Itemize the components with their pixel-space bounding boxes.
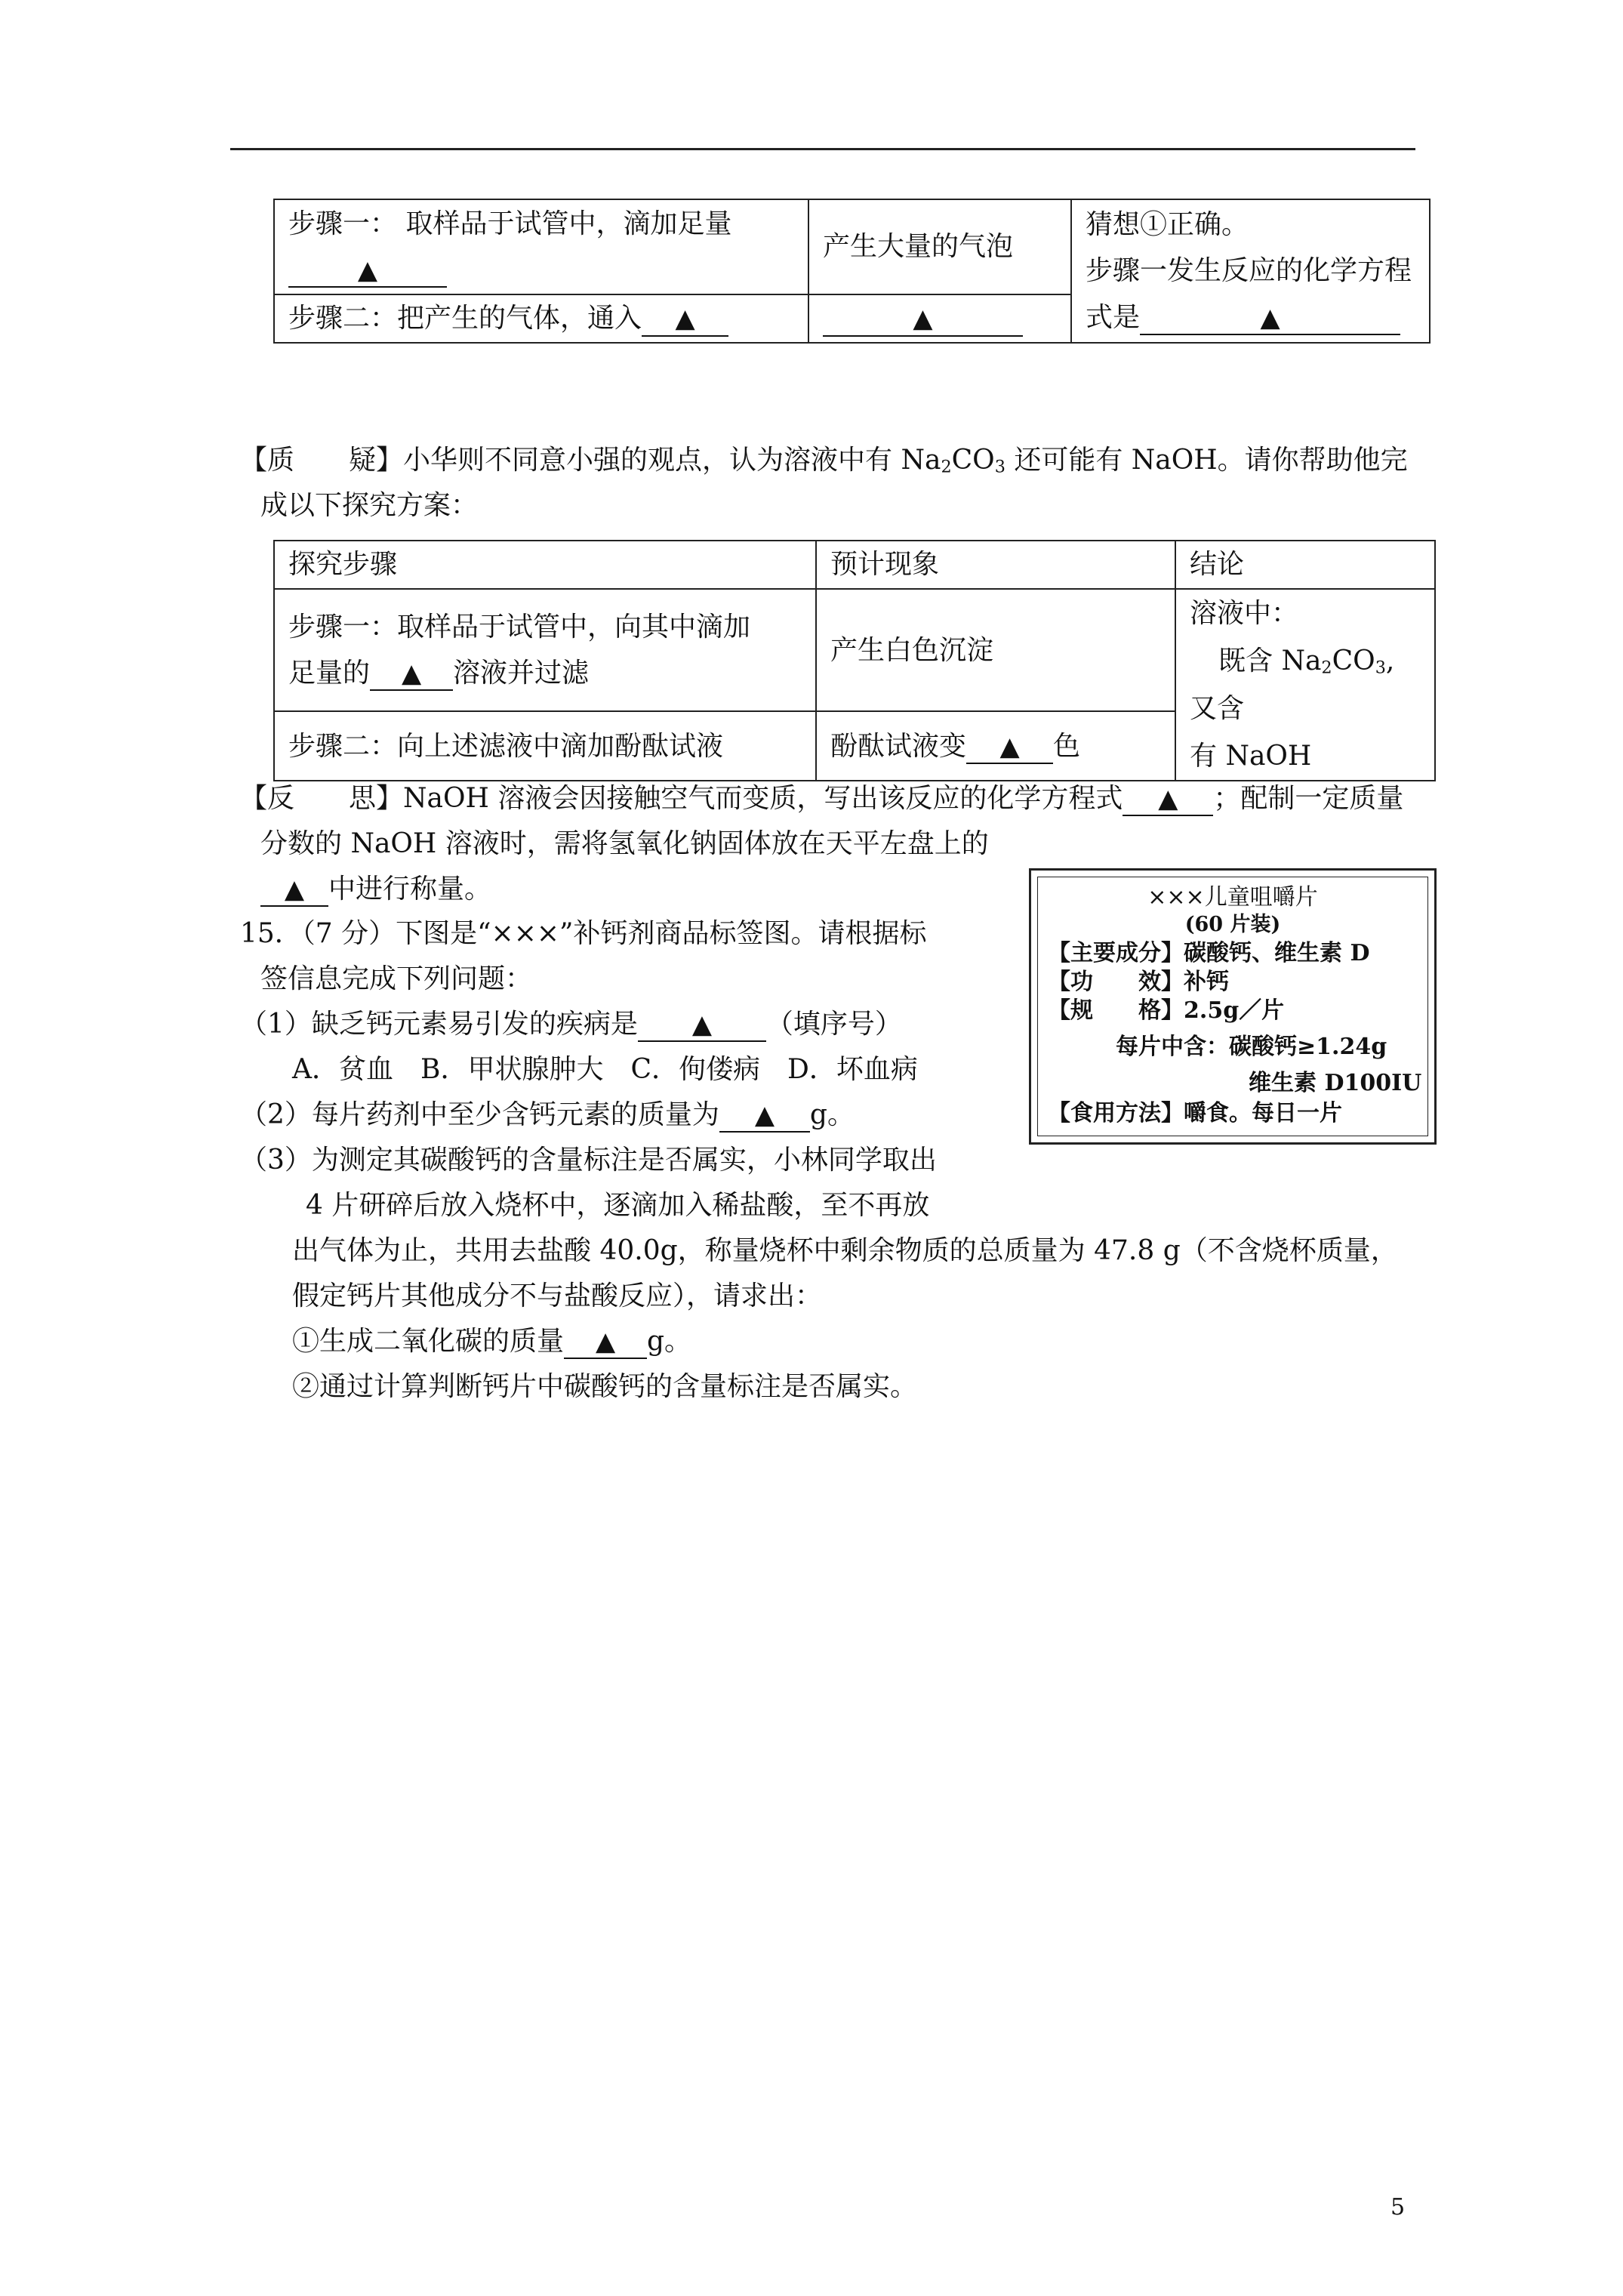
q15-part1-text: （1）缺乏钙元素易引发的疾病是: [240, 1009, 638, 1040]
t2-header-conclusion: 结论: [1175, 541, 1435, 589]
t2-step2-cell: 步骤二：向上述滤液中滴加酚酞试液: [274, 711, 816, 781]
t2-conclusion-line2c: ,又含: [1190, 646, 1395, 724]
t2-conclusion-cell: [1175, 589, 1435, 781]
label-effect: 【功 效】补钙: [1048, 969, 1229, 995]
t1-equation-blank[interactable]: [1140, 301, 1400, 335]
q15-part1: [240, 1008, 902, 1042]
q15-disease-blank[interactable]: [638, 1008, 766, 1042]
subscript: 2: [1321, 658, 1332, 678]
t1-step1-blank[interactable]: [288, 254, 447, 288]
t1-phenomenon-2: [808, 294, 1071, 343]
q15-co2-text: ①生成二氧化碳的质量: [292, 1326, 565, 1357]
experiment-table-2: [273, 540, 1436, 781]
answer-blank-marker: ▲: [284, 874, 305, 905]
t2-step1-cell: [274, 589, 816, 711]
doubt-text-c: 还可能有 NaOH。请你帮助他完: [1005, 445, 1408, 476]
label-usage: 【食用方法】嚼食。每日一片: [1048, 1100, 1342, 1126]
q15-intro-line-2: 签信息完成下列问题：: [260, 963, 533, 994]
page-number: 5: [1390, 2194, 1406, 2220]
answer-blank-marker: ▲: [357, 255, 378, 285]
q15-part2: [240, 1099, 855, 1133]
t1-phenomenon-1: 产生大量的气泡: [808, 199, 1071, 294]
t2-header-phenomena: 预计现象: [816, 541, 1175, 589]
t1-step2-blank[interactable]: [642, 302, 728, 336]
t2-reagent-blank[interactable]: [370, 657, 453, 691]
q15-co2-mass-blank[interactable]: [564, 1325, 647, 1359]
reflect-container-blank[interactable]: [260, 873, 328, 907]
q15-part3-line-4: 假定钙片其他成分不与盐酸反应），请求出：: [292, 1281, 823, 1311]
doubt-line-2: 成以下探究方案：: [260, 490, 479, 521]
answer-blank-marker: ▲: [675, 304, 695, 334]
reflect-text-b: ；配制一定质量: [1213, 783, 1404, 814]
t2-step1-line2b: 溶液并过滤: [453, 658, 590, 689]
reflect-label: 【反 思】: [240, 783, 404, 814]
doubt-label: 【质 疑】: [240, 445, 404, 476]
t2-phenomenon-2-tail: 色: [1053, 730, 1081, 762]
reflect-line-3: [260, 873, 491, 907]
q15-co2-tail: g。: [647, 1326, 692, 1357]
q15-part3-sub1: [292, 1325, 691, 1359]
answer-blank-marker: ▲: [999, 731, 1020, 762]
subscript: 3: [1375, 658, 1386, 678]
doubt-line-1: [240, 444, 1408, 477]
q15-part2-text: （2）每片药剂中至少含钙元素的质量为: [240, 1099, 719, 1130]
doubt-text-a: 小华则不同意小强的观点，认为溶液中有 Na: [403, 445, 941, 476]
q15-options: A．贫血 B．甲状腺肿大 C．佝偻病 D．坏血病: [292, 1054, 918, 1085]
reflect-text-a: NaOH 溶液会因接触空气而变质，写出该反应的化学方程式: [403, 783, 1123, 814]
label-title: ×××儿童咀嚼片: [1147, 884, 1318, 911]
answer-blank-marker: ▲: [913, 304, 933, 334]
experiment-table-1: [273, 199, 1431, 344]
t1-step2-cell: [274, 294, 808, 343]
label-content-vitd: 维生素 D100IU: [1249, 1070, 1422, 1096]
answer-blank-marker: ▲: [401, 658, 422, 689]
t2-phenomenon-2: [816, 711, 1175, 781]
q15-part3-sub2: ②通过计算判断钙片中碳酸钙的含量标注是否属实。: [292, 1371, 918, 1402]
answer-blank-marker: ▲: [1260, 302, 1280, 333]
reflect-line-3-text: 中进行称量。: [328, 874, 492, 905]
t2-conclusion-line3: 有 NaOH: [1190, 741, 1312, 772]
answer-blank-marker: ▲: [1158, 784, 1178, 814]
answer-blank-marker: ▲: [595, 1327, 616, 1357]
reflect-equation-blank[interactable]: [1123, 782, 1213, 816]
q15-calcium-mass-blank[interactable]: [719, 1099, 810, 1133]
label-content-caco3: 每片中含：碳酸钙≥1.24g: [1116, 1034, 1387, 1060]
q15-intro-line-1: 15．（7 分）下图是“×××”补钙剂商品标签图。请根据标: [240, 918, 927, 949]
subscript: 3: [994, 457, 1006, 477]
q15-part1-tail: （填序号）: [765, 1009, 902, 1040]
t2-conclusion-line1: 溶液中：: [1190, 598, 1299, 629]
t1-conclusion-line2: 步骤一发生反应的化学方程: [1086, 255, 1412, 287]
t1-conclusion-line3: 式是: [1086, 301, 1141, 333]
t1-conclusion-cell: [1071, 199, 1430, 343]
q15-part2-tail: g。: [809, 1099, 855, 1130]
q15-part3-line-1: （3）为测定其碳酸钙的含量标注是否属实，小林同学取出: [240, 1145, 937, 1176]
label-ingredients: 【主要成分】碳酸钙、维生素 D: [1048, 940, 1370, 966]
t2-color-blank[interactable]: [966, 730, 1053, 764]
t2-step1-line1: 步骤一：取样品于试管中，向其中滴加: [288, 612, 751, 643]
t1-step1-cell: [274, 199, 808, 294]
answer-blank-marker: ▲: [691, 1009, 712, 1040]
label-pack: (60 片装): [1184, 913, 1281, 936]
subscript: 2: [941, 457, 952, 477]
t1-step1-text: 步骤一： 取样品于试管中，滴加足量: [288, 208, 732, 239]
t2-conclusion-line2b: CO: [1332, 646, 1375, 676]
product-label: [1029, 868, 1437, 1145]
t2-step1-line2a: 足量的: [288, 658, 371, 689]
q15-part3-line-3: 出气体为止，共用去盐酸 40.0g，称量烧杯中剩余物质的总质量为 47.8 g（不含烧杯质量，: [292, 1235, 1398, 1266]
answer-blank-marker: ▲: [754, 1100, 775, 1130]
t1-step2-text: 步骤二：把产生的气体，通入: [288, 303, 642, 334]
q15-part3-line-2: 4 片研碎后放入烧杯中，逐滴加入稀盐酸，至不再放: [306, 1190, 930, 1221]
t2-phenomenon-2-text: 酚酞试液变: [830, 730, 967, 762]
reflect-line-2: 分数的 NaOH 溶液时，需将氢氧化钠固体放在天平左盘上的: [260, 828, 989, 859]
t1-conclusion-line1: 猜想①正确。: [1086, 209, 1249, 241]
label-spec: 【规 格】2.5g／片: [1048, 997, 1285, 1024]
header-rule: [230, 148, 1415, 150]
t2-phenomenon-1: 产生白色沉淀: [816, 589, 1175, 711]
t1-phenomenon-blank[interactable]: [823, 302, 1023, 336]
t2-header-steps: 探究步骤: [274, 541, 816, 589]
doubt-text-b: CO: [951, 445, 995, 476]
reflect-line-1: [240, 782, 1403, 816]
t2-conclusion-line2a: 既含 Na: [1218, 646, 1322, 676]
